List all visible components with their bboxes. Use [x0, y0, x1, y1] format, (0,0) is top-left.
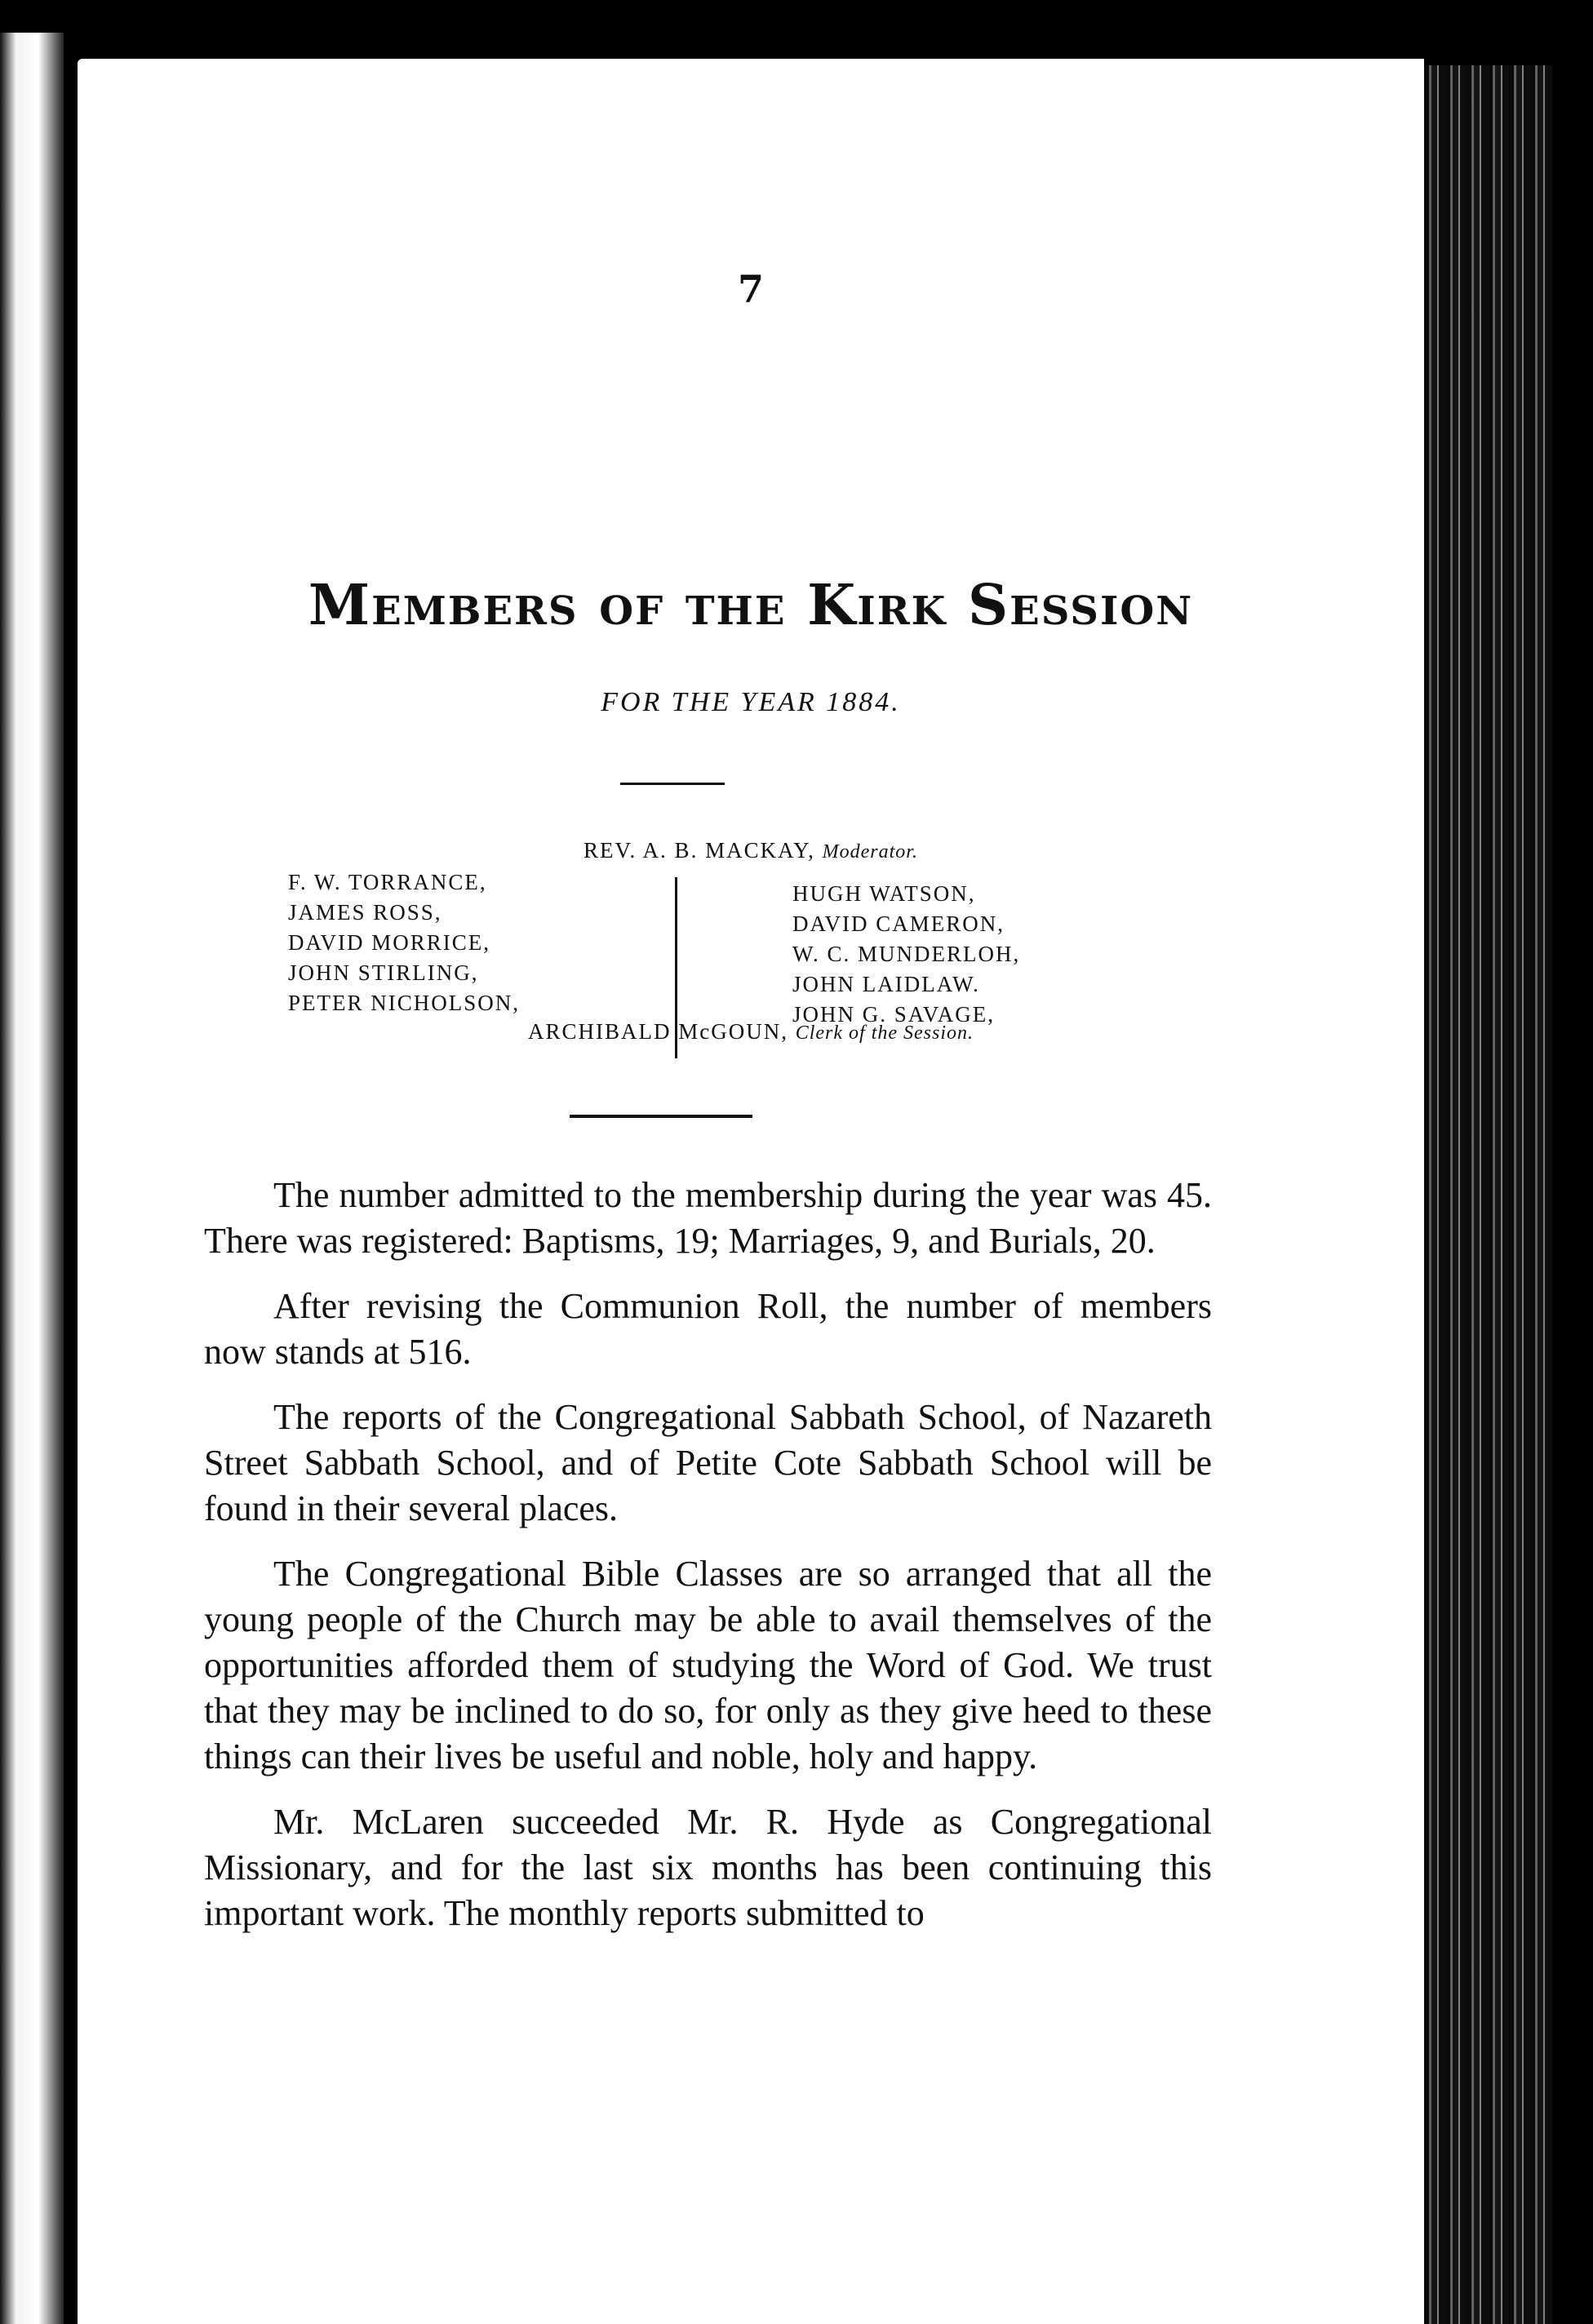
member-name: F. W. TORRANCE,	[288, 870, 487, 894]
page-subtitle: FOR THE YEAR 1884.	[601, 687, 901, 717]
member-name: PETER NICHOLSON,	[288, 991, 521, 1015]
divider-rule	[570, 1115, 752, 1118]
paragraph: The number admitted to the membership during the year was 45. There was registered: Baptisms, 19; Marriages, 9, and Burials, 20.	[204, 1175, 1212, 1261]
member-name: JOHN G. SAVAGE,	[792, 1002, 996, 1027]
members-left-column	[288, 867, 520, 1018]
book-page-edges	[1424, 65, 1593, 2324]
previous-page-edge	[0, 33, 64, 2324]
clerk-name: ARCHIBALD McGOUN,	[527, 1019, 788, 1044]
paragraph: After revising the Communion Roll, the number of members now stands at 516.	[204, 1286, 1212, 1372]
member-name: HUGH WATSON,	[792, 881, 976, 906]
moderator-line	[78, 838, 1424, 863]
member-name: JOHN LAIDLAW.	[792, 972, 980, 996]
page-title: Members of the Kirk Session	[308, 573, 1194, 638]
clerk-line	[78, 1019, 1424, 1044]
moderator-name: REV. A. B. MACKAY,	[584, 838, 815, 863]
member-name: JOHN STIRLING,	[288, 960, 479, 985]
page-number: 7	[737, 267, 764, 311]
member-name: W. C. MUNDERLOH,	[792, 942, 1021, 966]
divider-rule	[620, 783, 725, 785]
paragraph: Mr. McLaren succeeded Mr. R. Hyde as Congregational Missionary, and for the last six months has been continuing this important work. The monthly reports submitted to	[204, 1802, 1212, 1933]
body-text	[204, 1173, 1212, 1956]
document-page	[78, 59, 1424, 2324]
paragraph: The Congregational Bible Classes are so arranged that all the young people of the Church may be able to avail themselves of the opportunities afforded them of studying the Word of God. We trust that they may be inclined to do so, for only as they give heed to these things can their lives be useful and noble, holy and happy.	[204, 1554, 1212, 1776]
clerk-role: Clerk of the Session.	[795, 1022, 974, 1044]
member-name: JAMES ROSS,	[288, 900, 442, 925]
moderator-role: Moderator.	[822, 841, 918, 863]
member-name: DAVID MORRICE,	[288, 930, 491, 955]
member-name: DAVID CAMERON,	[792, 911, 1005, 936]
members-right-column	[792, 879, 1020, 1030]
paragraph: The reports of the Congregational Sabbath School, of Nazareth Street Sabbath School, and of Petite Cote Sabbath School will be found in their several places.	[204, 1397, 1212, 1528]
